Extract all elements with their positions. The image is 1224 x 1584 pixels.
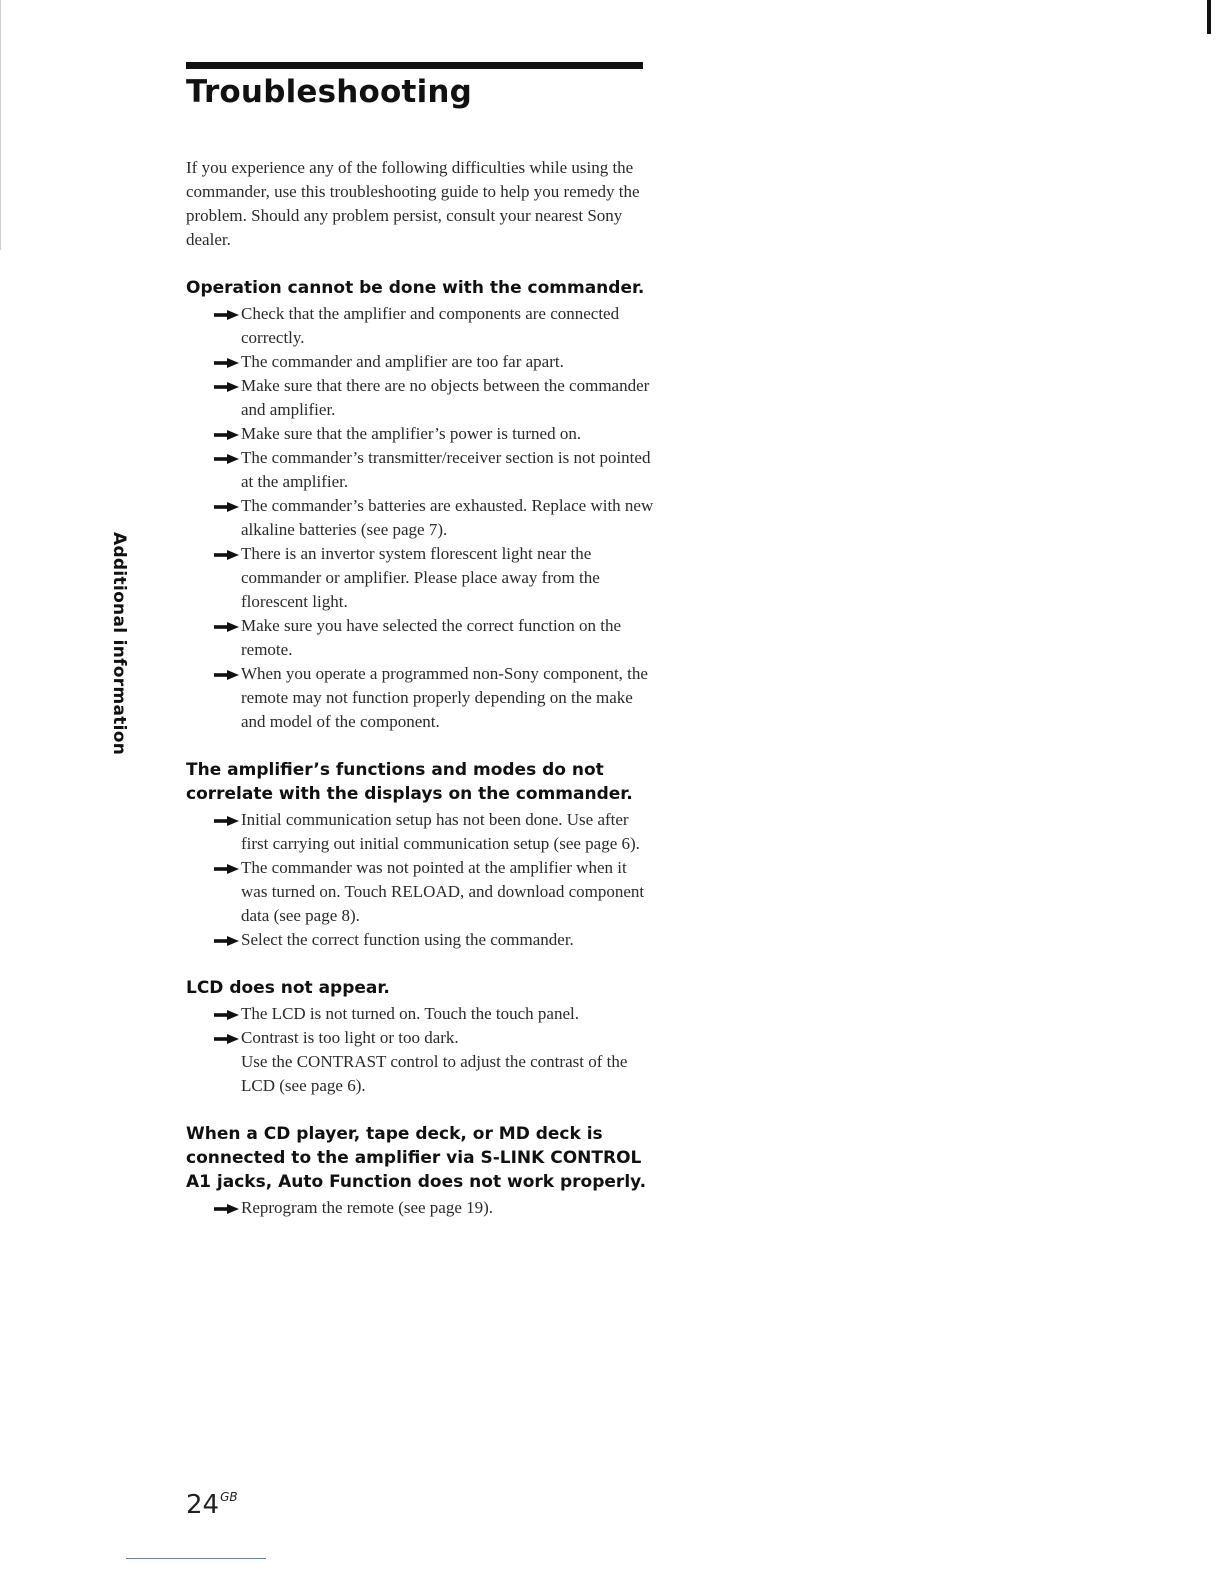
arrow-right-icon <box>214 1204 239 1214</box>
arrow-right-icon <box>214 1010 239 1020</box>
remedy-item: The commander was not pointed at the amplifier when it was turned on. Touch RELOAD, and download component data (see page 8). <box>214 856 656 928</box>
remedy-item: Make sure that the amplifier’s power is turned on. <box>214 422 656 446</box>
remedy-item: Initial communication setup has not been done. Use after first carrying out initial communication setup (see page 6). <box>214 808 656 856</box>
remedy-list <box>186 808 656 952</box>
arrow-right-icon <box>214 502 239 512</box>
intro-paragraph: If you experience any of the following difficulties while using the commander, use this troubleshooting guide to help you remedy the problem. Should any problem persist, consult your nearest Sony dealer. <box>186 158 640 249</box>
arrow-right-icon <box>214 936 239 946</box>
arrow-right-icon <box>214 358 239 368</box>
section-heading: Operation cannot be done with the commander. <box>186 278 645 298</box>
arrow-right-icon <box>214 864 239 874</box>
arrow-right-icon <box>214 1034 239 1044</box>
page-number: $24^{GB}$ <box>186 1490 238 1520</box>
scan-edge-mark <box>1207 0 1211 34</box>
remedy-item: The commander’s batteries are exhausted. Replace with new alkaline batteries (see page 7). <box>214 494 656 542</box>
bottom-rule <box>126 1558 266 1559</box>
section-heading: The amplifier’s functions and modes do not correlate with the displays on the commander. <box>186 760 633 804</box>
remedy-item: Check that the amplifier and components are connected correctly. <box>214 302 656 350</box>
remedy-note: Use the CONTRAST control to adjust the contrast of the LCD (see page 6). <box>241 1052 628 1095</box>
section-heading: LCD does not appear. <box>186 978 390 998</box>
remedy-item: Select the correct function using the commander. <box>214 928 656 952</box>
remedy-item: The commander’s transmitter/receiver section is not pointed at the amplifier. <box>214 446 656 494</box>
arrow-right-icon <box>214 430 239 440</box>
page-number-suffix: GB <box>220 1490 238 1504</box>
remedy-list <box>186 1196 656 1220</box>
side-tab-label: Additional information <box>109 532 129 756</box>
remedy-item: The LCD is not turned on. Touch the touch panel. <box>214 1002 656 1026</box>
arrow-right-icon <box>214 670 239 680</box>
title-rule <box>186 62 643 69</box>
remedy-list <box>186 1002 656 1098</box>
arrow-right-icon <box>214 622 239 632</box>
section-display-mismatch <box>186 758 656 952</box>
section-auto-function <box>186 1122 656 1220</box>
scan-edge-line <box>0 0 1 250</box>
arrow-right-icon <box>214 310 239 320</box>
section-operation <box>186 276 656 734</box>
section-lcd <box>186 976 656 1098</box>
arrow-right-icon <box>214 382 239 392</box>
page-title: Troubleshooting <box>186 74 473 110</box>
remedy-item: When you operate a programmed non-Sony component, the remote may not function properly depending on the make and model of the component. <box>214 662 656 734</box>
remedy-item: Make sure you have selected the correct function on the remote. <box>214 614 656 662</box>
remedy-item: The commander and amplifier are too far apart. <box>214 350 656 374</box>
troubleshooting-content <box>186 276 656 1244</box>
remedy-item: Make sure that there are no objects between the commander and amplifier. <box>214 374 656 422</box>
remedy-list <box>186 302 656 734</box>
section-heading: When a CD player, tape deck, or MD deck is connected to the amplifier via S-LINK CONTROL A1 jacks, Auto Function does not work properly. <box>186 1124 647 1192</box>
remedy-item: There is an invertor system florescent light near the commander or amplifier. Please place away from the florescent light. <box>214 542 656 614</box>
arrow-right-icon <box>214 550 239 560</box>
arrow-right-icon <box>214 454 239 464</box>
remedy-item: Contrast is too light or too dark. Use the CONTRAST control to adjust the contrast of the LCD (see page 6). <box>214 1026 656 1098</box>
remedy-item: Reprogram the remote (see page 19). <box>214 1196 656 1220</box>
arrow-right-icon <box>214 816 239 826</box>
